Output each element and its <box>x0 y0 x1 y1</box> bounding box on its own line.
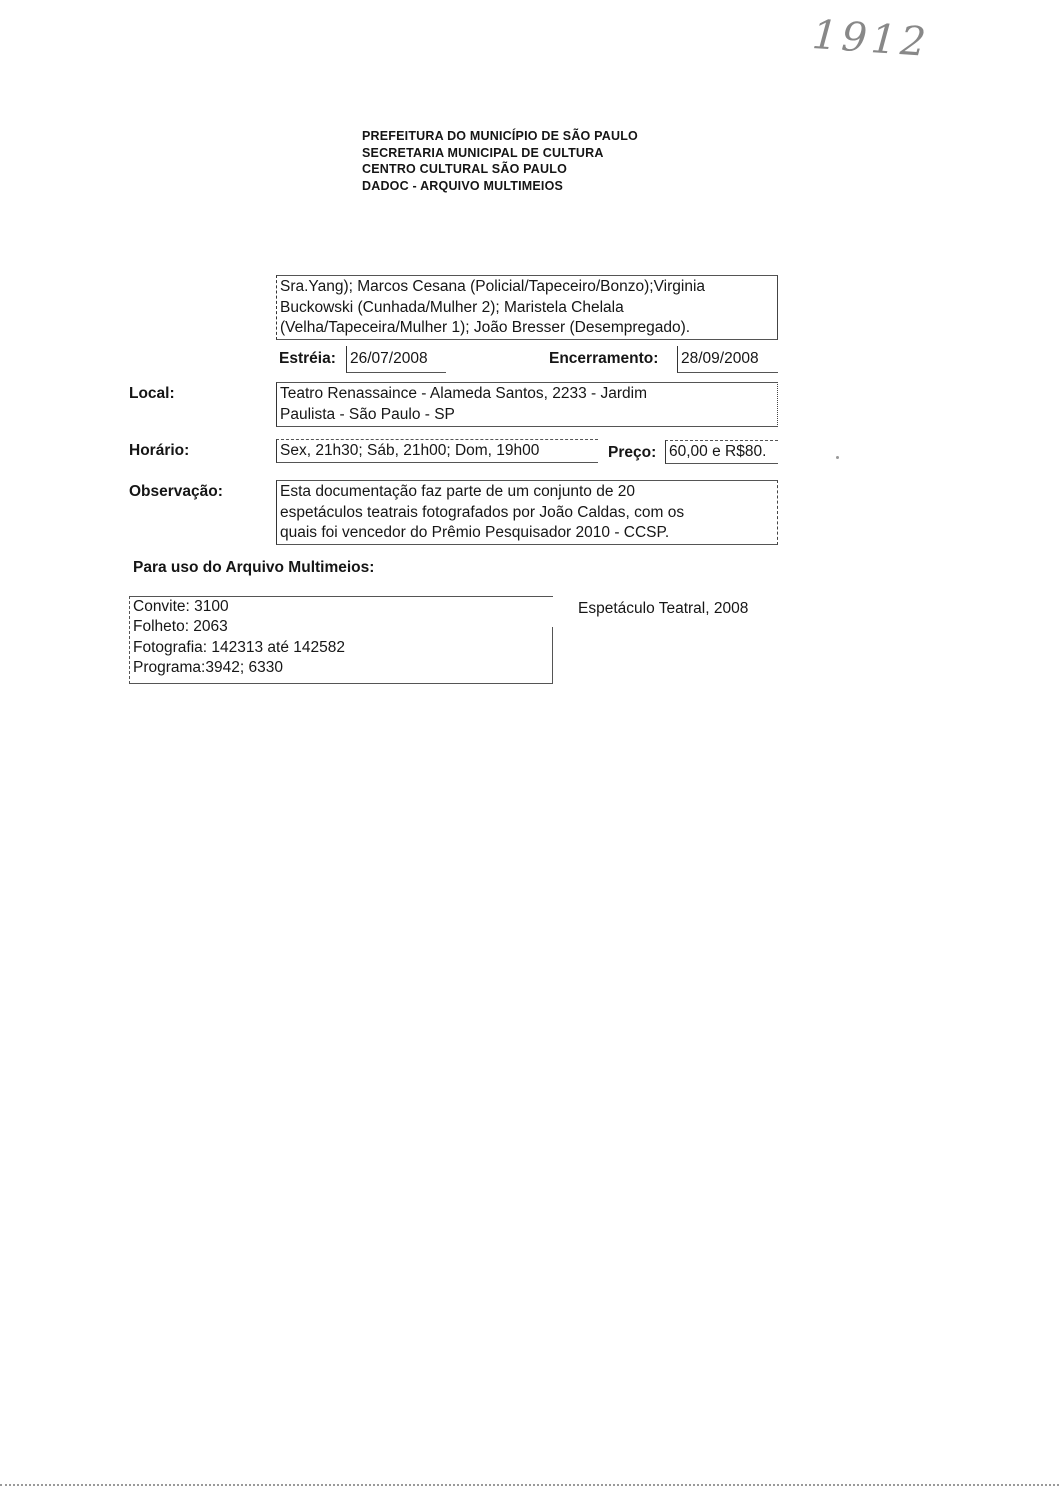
archive-list <box>129 597 345 678</box>
header-line-centro: CENTRO CULTURAL SÃO PAULO <box>362 162 567 176</box>
archive-line-convite: Convite: 3100 <box>133 598 229 615</box>
venue-box <box>276 382 778 427</box>
premiere-label: Estréia: <box>279 350 336 367</box>
archive-line-fotografia: Fotografia: 142313 até 142582 <box>133 638 346 656</box>
venue-line: Paulista - São Paulo - SP <box>280 405 455 423</box>
scan-edge-noise <box>0 1484 1059 1486</box>
venue-label: Local: <box>129 385 175 402</box>
genre-year: Espetáculo Teatral, 2008 <box>578 600 749 617</box>
closing-value: 28/09/2008 <box>677 346 778 373</box>
institution-header <box>362 128 638 194</box>
archive-box-right-edge <box>552 627 553 683</box>
schedule-label: Horário: <box>129 442 190 459</box>
observation-label: Observação: <box>129 483 223 500</box>
archive-section-title: Para uso do Arquivo Multimeios: <box>133 559 375 576</box>
cast-line: Sra.Yang); Marcos Cesana (Policial/Tapeceiro/Bonzo);Virginia <box>280 278 706 295</box>
observation-box <box>276 480 778 545</box>
price-value: 60,00 e R$80. <box>665 440 778 464</box>
archive-line-programa: Programa:3942; 6330 <box>133 658 283 676</box>
cast-line: Buckowski (Cunhada/Mulher 2); Maristela Chelala <box>280 298 624 316</box>
premiere-value: 26/07/2008 <box>346 346 446 373</box>
header-line-secretaria: SECRETARIA MUNICIPAL DE CULTURA <box>362 145 604 160</box>
closing-label: Encerramento: <box>549 350 659 367</box>
cast-line: (Velha/Tapeceira/Mulher 1); João Bresser (Desempregado). <box>280 319 691 336</box>
archive-line-folheto: Folheto: 2063 <box>133 618 228 636</box>
observation-line: quais foi vencedor do Prêmio Pesquisador 2010 - CCSP. <box>280 524 670 541</box>
price-label: Preço: <box>608 444 657 461</box>
header-line-prefeitura: PREFEITURA DO MUNICÍPIO DE SÃO PAULO <box>362 129 638 143</box>
venue-line: Teatro Renassaince - Alameda Santos, 2233 - Jardim <box>280 385 648 402</box>
observation-line: espetáculos teatrais fotografados por João Caldas, com os <box>280 503 685 521</box>
cast-box <box>276 275 778 340</box>
schedule-value: Sex, 21h30; Sáb, 21h00; Dom, 19h00 <box>276 439 598 463</box>
observation-line: Esta documentação faz parte de um conjunto de 20 <box>280 483 636 500</box>
header-line-dadoc: DADOC - ARQUIVO MULTIMEIOS <box>362 178 564 193</box>
handwritten-page-number: 1912 <box>810 11 932 67</box>
scan-speck <box>836 456 839 459</box>
